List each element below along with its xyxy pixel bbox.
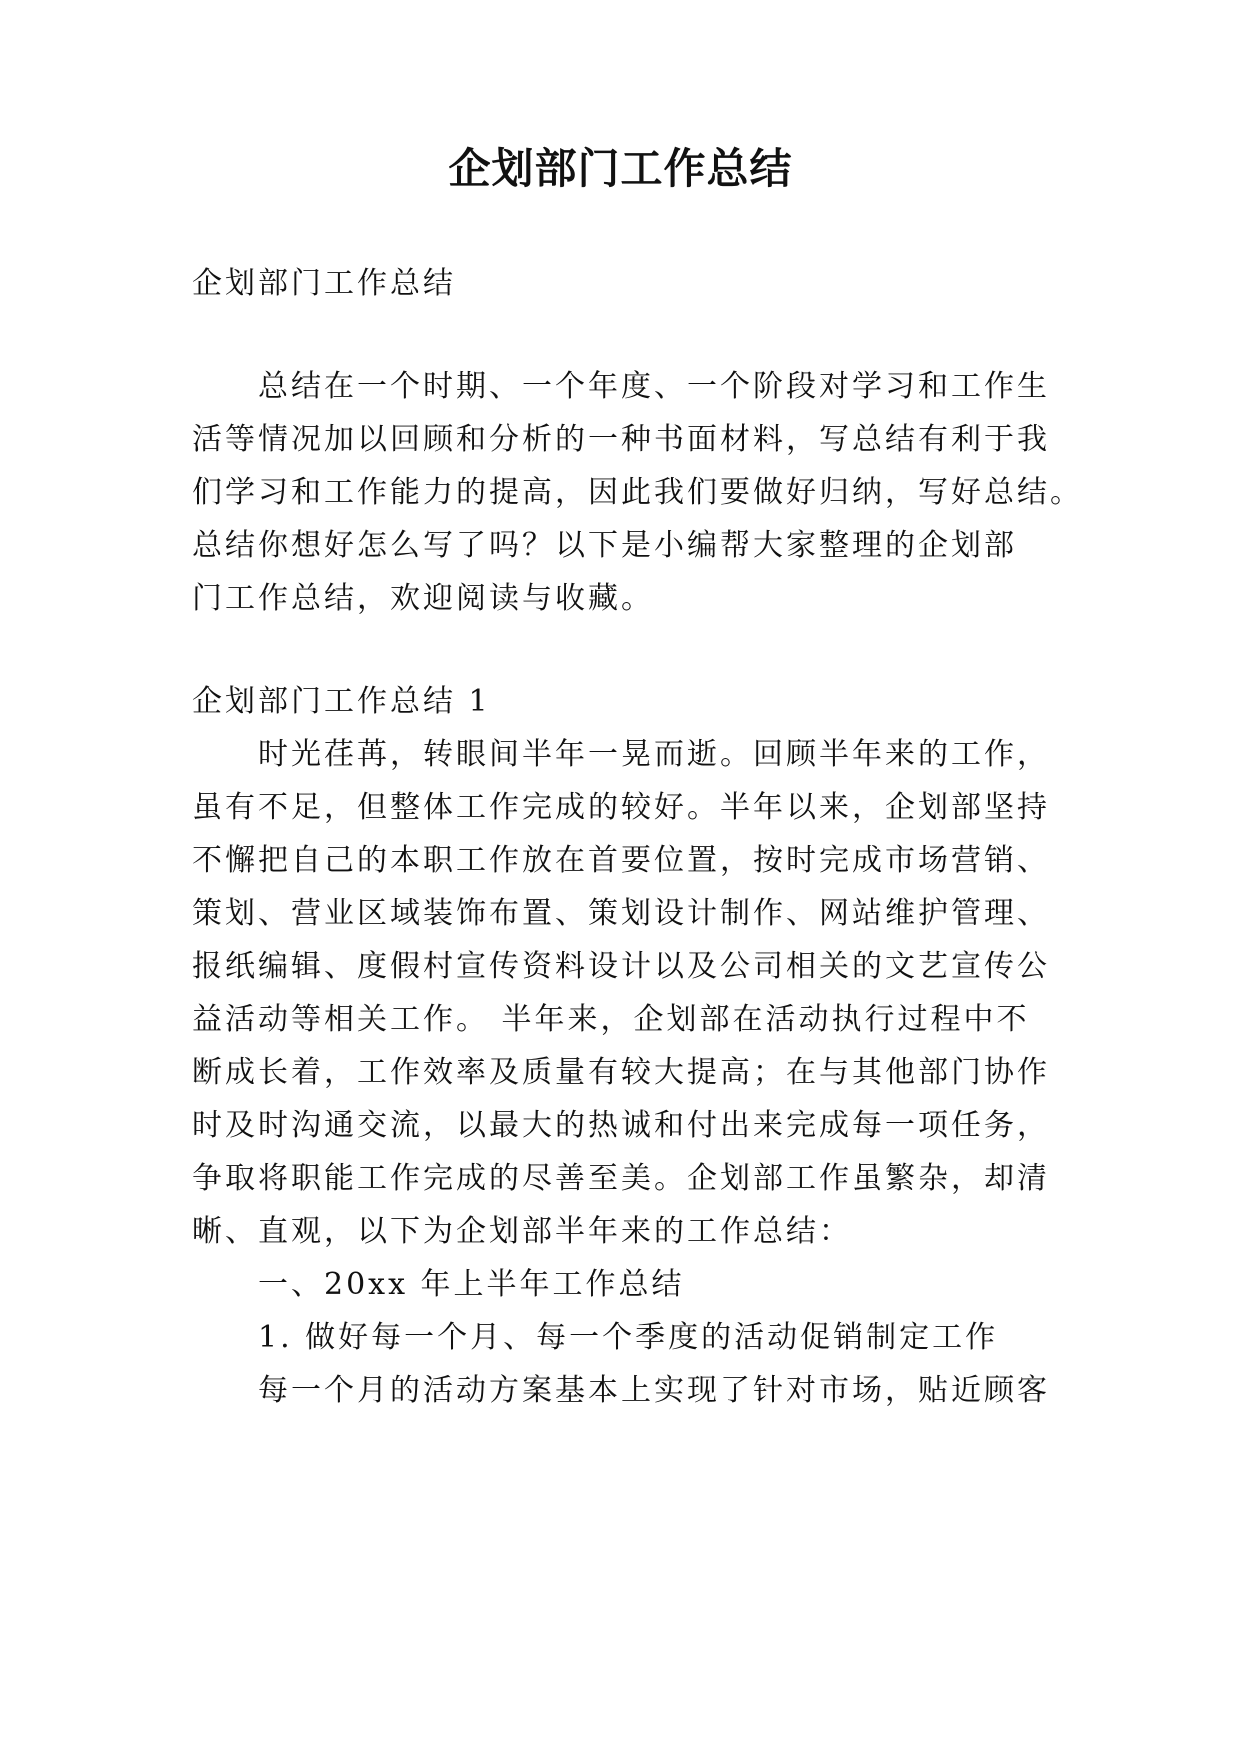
subheading: 一、20xx 年上半年工作总结 <box>258 1267 685 1302</box>
item-heading: 1. 做好每一个月、每一个季度的活动促销制定工作 <box>258 1320 999 1355</box>
section-line: 争取将职能工作完成的尽善至美。企划部工作虽繁杂，却清 <box>192 1161 1050 1196</box>
section-heading: 企划部门工作总结 1 <box>192 684 491 719</box>
intro-line: 活等情况加以回顾和分析的一种书面材料，写总结有利于我 <box>192 422 1050 457</box>
section-line: 时及时沟通交流，以最大的热诚和付出来完成每一项任务， <box>192 1108 1050 1143</box>
section-line: 时光荏苒，转眼间半年一晃而逝。回顾半年来的工作， <box>258 737 1050 772</box>
section-line: 晰、直观，以下为企划部半年来的工作总结： <box>192 1214 852 1249</box>
intro-line: 总结在一个时期、一个年度、一个阶段对学习和工作生 <box>258 369 1050 404</box>
intro-line: 总结你想好怎么写了吗？以下是小编帮大家整理的企划部 <box>192 528 1017 563</box>
section-line: 策划、营业区域装饰布置、策划设计制作、网站维护管理、 <box>192 896 1050 931</box>
section-line: 虽有不足，但整体工作完成的较好。半年以来，企划部坚持 <box>192 790 1050 825</box>
intro-line: 门工作总结，欢迎阅读与收藏。 <box>192 581 654 616</box>
intro-line: 们学习和工作能力的提高，因此我们要做好归纳，写好总结。 <box>192 475 1083 510</box>
section-line: 断成长着，工作效率及质量有较大提高；在与其他部门协作 <box>192 1055 1050 1090</box>
section-line: 益活动等相关工作。 半年来，企划部在活动执行过程中不 <box>192 1002 1030 1037</box>
document-title: 企划部门工作总结 <box>448 144 793 193</box>
section-line: 报纸编辑、度假村宣传资料设计以及公司相关的文艺宣传公 <box>192 949 1050 984</box>
section-line: 不懈把自己的本职工作放在首要位置，按时完成市场营销、 <box>192 843 1050 878</box>
document-subtitle: 企划部门工作总结 <box>192 266 456 301</box>
paragraph-line: 每一个月的活动方案基本上实现了针对市场，贴近顾客 <box>258 1373 1050 1408</box>
